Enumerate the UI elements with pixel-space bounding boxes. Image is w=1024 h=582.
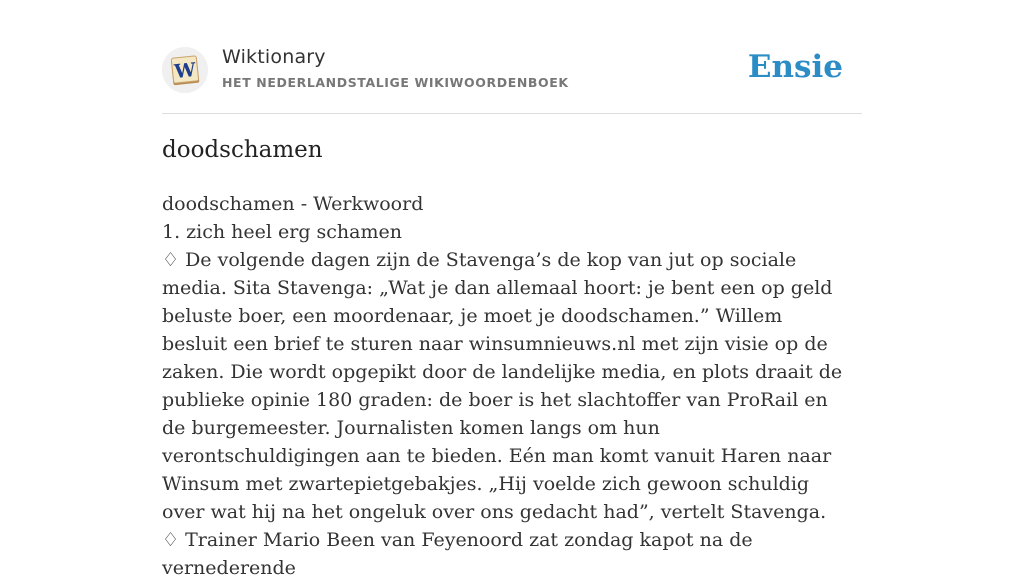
site-header: [162, 44, 862, 96]
entry-heading: doodschamen - Werkwoord: [162, 193, 424, 215]
logo-letter: W: [173, 58, 197, 84]
example-sentence: ♢ De volgende dagen zijn de Stavenga’s de kop van jut op sociale media. Sita Stavenga: „Wat je dan allemaal hoort: je bent een op geld beluste boer, een moordenaar, je moet je doodschamen.” Willem besluit een brief te sturen naar winsumnieuws.nl met zijn visie op de zaken. Die wordt opgepikt door de landelijke media, en plots draait de publieke opinie 180 graden: de boer is het slachtoffer van ProRail en de burgemeester. Journalisten komen langs om hun verontschuldigingen aan te bieden. Eén man komt vanuit Haren naar Winsum met zwartepietgebakjes. „Hij voelde zich gewoon schuldig over wat hij na het ongeluk over ons gedacht had”, vertelt Stavenga.: [162, 249, 843, 523]
ensie-logo[interactable]: Ensie: [747, 49, 843, 85]
example-sentence: ♢ Trainer Mario Been van Feyenoord zat zondag kapot na de vernederende: [162, 529, 753, 579]
entry-definition: 1. zich heel erg schamen: [162, 221, 402, 243]
site-name[interactable]: Wiktionary: [222, 46, 326, 68]
page-title: doodschamen: [162, 137, 323, 163]
site-tagline: HET NEDERLANDSTALIGE WIKIWOORDENBOEK: [222, 75, 569, 90]
wiktionary-logo-icon[interactable]: [162, 47, 208, 93]
logo-graphic: [162, 47, 208, 93]
header-divider: [162, 113, 862, 114]
entry-content: [162, 190, 852, 582]
